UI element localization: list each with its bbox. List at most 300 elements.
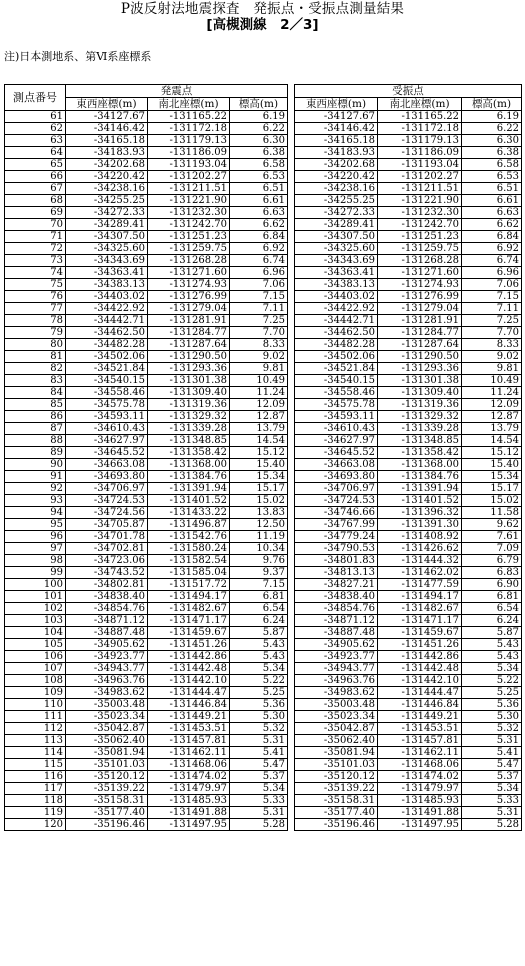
receiver-east-cell: -34627.97	[295, 435, 378, 447]
column-gap	[288, 363, 295, 375]
receiver-east-cell: -34220.42	[295, 171, 378, 183]
source-north-cell: -131442.10	[148, 675, 230, 687]
column-gap	[288, 555, 295, 567]
point-number-cell: 80	[5, 339, 66, 351]
source-east-cell: -34146.42	[66, 123, 148, 135]
source-elevation-cell: 7.15	[230, 579, 288, 591]
column-gap	[288, 459, 295, 471]
receiver-elevation-cell: 8.33	[462, 339, 522, 351]
source-east-cell: -34701.78	[66, 531, 148, 543]
receiver-north-cell: -131391.30	[378, 519, 462, 531]
source-east-cell: -34165.18	[66, 135, 148, 147]
receiver-north-cell: -131368.00	[378, 459, 462, 471]
source-east-cell: -34343.69	[66, 255, 148, 267]
receiver-north-cell: -131497.95	[378, 819, 462, 831]
point-number-cell: 111	[5, 711, 66, 723]
column-gap	[288, 435, 295, 447]
table-row	[5, 411, 522, 423]
source-north-cell: -131401.52	[148, 495, 230, 507]
receiver-north-cell: -131453.51	[378, 723, 462, 735]
receiver-north-cell: -131186.09	[378, 147, 462, 159]
source-elevation-cell: 5.43	[230, 651, 288, 663]
receiver-elevation-cell: 5.32	[462, 723, 522, 735]
table-row	[5, 567, 522, 579]
receiver-north-cell: -131251.23	[378, 231, 462, 243]
receiver-east-cell: -35158.31	[295, 795, 378, 807]
point-number-cell: 69	[5, 207, 66, 219]
receiver-north-cell: -131444.32	[378, 555, 462, 567]
column-gap	[288, 807, 295, 819]
source-elevation-cell: 9.76	[230, 555, 288, 567]
source-east-cell: -34702.81	[66, 543, 148, 555]
receiver-north-cell: -131442.10	[378, 675, 462, 687]
table-row	[5, 735, 522, 747]
receiver-north-header: 南北座標(m)	[378, 98, 462, 111]
receiver-elevation-cell: 5.34	[462, 783, 522, 795]
table-row	[5, 591, 522, 603]
receiver-elevation-cell: 5.36	[462, 699, 522, 711]
source-elevation-cell: 5.31	[230, 735, 288, 747]
point-number-cell: 116	[5, 771, 66, 783]
column-gap	[288, 651, 295, 663]
receiver-east-cell: -34422.92	[295, 303, 378, 315]
receiver-elevation-cell: 6.92	[462, 243, 522, 255]
point-number-cell: 92	[5, 483, 66, 495]
receiver-north-cell: -131279.04	[378, 303, 462, 315]
receiver-elevation-cell: 15.40	[462, 459, 522, 471]
receiver-elevation-cell: 6.83	[462, 567, 522, 579]
receiver-north-cell: -131179.13	[378, 135, 462, 147]
receiver-east-cell: -34502.06	[295, 351, 378, 363]
source-elevation-cell: 5.87	[230, 627, 288, 639]
receiver-east-cell: -34325.60	[295, 243, 378, 255]
source-east-cell: -34255.25	[66, 195, 148, 207]
receiver-elevation-cell: 6.74	[462, 255, 522, 267]
source-east-cell: -34502.06	[66, 351, 148, 363]
source-east-cell: -34307.50	[66, 231, 148, 243]
source-north-cell: -131468.06	[148, 759, 230, 771]
receiver-elevation-cell: 11.58	[462, 507, 522, 519]
source-north-cell: -131459.67	[148, 627, 230, 639]
source-elevation-cell: 5.47	[230, 759, 288, 771]
receiver-elevation-cell: 6.19	[462, 111, 522, 123]
source-east-cell: -34403.02	[66, 291, 148, 303]
table-row	[5, 327, 522, 339]
source-elevation-cell: 14.54	[230, 435, 288, 447]
source-east-cell: -35139.22	[66, 783, 148, 795]
source-east-cell: -34854.76	[66, 603, 148, 615]
source-east-cell: -34610.43	[66, 423, 148, 435]
column-gap	[288, 351, 295, 363]
receiver-elevation-cell: 6.96	[462, 267, 522, 279]
table-row	[5, 819, 522, 831]
source-elevation-cell: 5.43	[230, 639, 288, 651]
receiver-north-cell: -131329.32	[378, 411, 462, 423]
receiver-north-cell: -131284.77	[378, 327, 462, 339]
receiver-elevation-cell: 7.06	[462, 279, 522, 291]
receiver-east-cell: -34693.80	[295, 471, 378, 483]
receiver-elevation-cell: 12.87	[462, 411, 522, 423]
source-elevation-cell: 6.22	[230, 123, 288, 135]
receiver-north-cell: -131442.86	[378, 651, 462, 663]
receiver-north-cell: -131459.67	[378, 627, 462, 639]
point-number-cell: 75	[5, 279, 66, 291]
point-number-cell: 91	[5, 471, 66, 483]
table-row	[5, 627, 522, 639]
point-number-cell: 115	[5, 759, 66, 771]
table-row	[5, 303, 522, 315]
receiver-east-cell: -34442.71	[295, 315, 378, 327]
source-east-cell: -34593.11	[66, 411, 148, 423]
source-north-cell: -131221.90	[148, 195, 230, 207]
source-north-cell: -131453.51	[148, 723, 230, 735]
source-north-cell: -131494.17	[148, 591, 230, 603]
receiver-east-cell: -34779.24	[295, 531, 378, 543]
source-east-cell: -34724.56	[66, 507, 148, 519]
source-east-cell: -35003.48	[66, 699, 148, 711]
source-elevation-cell: 12.09	[230, 399, 288, 411]
source-elevation-cell: 6.38	[230, 147, 288, 159]
source-east-cell: -34540.15	[66, 375, 148, 387]
source-north-cell: -131274.93	[148, 279, 230, 291]
table-row	[5, 699, 522, 711]
source-east-cell: -35158.31	[66, 795, 148, 807]
source-east-cell: -34325.60	[66, 243, 148, 255]
receiver-north-cell: -131348.85	[378, 435, 462, 447]
receiver-north-cell: -131211.51	[378, 183, 462, 195]
table-row	[5, 159, 522, 171]
point-number-cell: 94	[5, 507, 66, 519]
source-elevation-cell: 12.87	[230, 411, 288, 423]
source-elevation-cell: 15.17	[230, 483, 288, 495]
source-east-cell: -34923.77	[66, 651, 148, 663]
column-gap	[288, 279, 295, 291]
point-number-cell: 68	[5, 195, 66, 207]
point-number-cell: 114	[5, 747, 66, 759]
table-row	[5, 687, 522, 699]
receiver-north-cell: -131274.93	[378, 279, 462, 291]
receiver-north-cell: -131202.27	[378, 171, 462, 183]
point-number-cell: 113	[5, 735, 66, 747]
receiver-east-cell: -34887.48	[295, 627, 378, 639]
source-north-header: 南北座標(m)	[148, 98, 230, 111]
receiver-east-cell: -34767.99	[295, 519, 378, 531]
column-gap	[288, 675, 295, 687]
receiver-elevation-cell: 7.70	[462, 327, 522, 339]
source-elevation-cell: 7.11	[230, 303, 288, 315]
source-north-cell: -131186.09	[148, 147, 230, 159]
survey-results-table	[4, 84, 522, 831]
column-gap	[288, 423, 295, 435]
source-elevation-cell: 6.54	[230, 603, 288, 615]
source-north-cell: -131329.32	[148, 411, 230, 423]
source-east-cell: -34383.13	[66, 279, 148, 291]
column-gap	[288, 447, 295, 459]
table-row	[5, 363, 522, 375]
receiver-east-cell: -35196.46	[295, 819, 378, 831]
receiver-elevation-cell: 6.53	[462, 171, 522, 183]
receiver-north-cell: -131165.22	[378, 111, 462, 123]
source-point-group-header: 発震点	[66, 85, 288, 98]
source-north-cell: -131451.26	[148, 639, 230, 651]
receiver-east-cell: -34272.33	[295, 207, 378, 219]
source-elevation-cell: 6.61	[230, 195, 288, 207]
receiver-elevation-cell: 6.79	[462, 555, 522, 567]
source-east-cell: -34645.52	[66, 447, 148, 459]
table-row	[5, 747, 522, 759]
column-gap	[288, 291, 295, 303]
receiver-elevation-cell: 9.81	[462, 363, 522, 375]
point-number-cell: 73	[5, 255, 66, 267]
source-elevation-cell: 6.53	[230, 171, 288, 183]
source-north-cell: -131259.75	[148, 243, 230, 255]
source-north-cell: -131582.54	[148, 555, 230, 567]
receiver-north-cell: -131301.38	[378, 375, 462, 387]
column-gap	[288, 327, 295, 339]
column-gap	[288, 735, 295, 747]
source-elevation-cell: 6.62	[230, 219, 288, 231]
receiver-east-cell: -35062.40	[295, 735, 378, 747]
column-gap	[288, 711, 295, 723]
receiver-north-cell: -131384.76	[378, 471, 462, 483]
source-north-cell: -131287.64	[148, 339, 230, 351]
point-number-cell: 110	[5, 699, 66, 711]
receiver-east-cell: -34813.13	[295, 567, 378, 579]
point-number-cell: 83	[5, 375, 66, 387]
point-number-cell: 97	[5, 543, 66, 555]
column-gap	[288, 591, 295, 603]
receiver-east-cell: -34943.77	[295, 663, 378, 675]
point-number-cell: 93	[5, 495, 66, 507]
receiver-north-cell: -131485.93	[378, 795, 462, 807]
point-number-cell: 64	[5, 147, 66, 159]
point-number-cell: 90	[5, 459, 66, 471]
receiver-north-cell: -131268.28	[378, 255, 462, 267]
point-number-cell: 78	[5, 315, 66, 327]
source-elevation-cell: 5.28	[230, 819, 288, 831]
column-gap	[288, 771, 295, 783]
point-number-cell: 71	[5, 231, 66, 243]
column-gap	[288, 243, 295, 255]
receiver-east-cell: -34801.83	[295, 555, 378, 567]
receiver-elevation-cell: 6.51	[462, 183, 522, 195]
point-number-cell: 99	[5, 567, 66, 579]
column-gap	[288, 567, 295, 579]
source-east-cell: -34183.93	[66, 147, 148, 159]
source-elevation-cell: 9.02	[230, 351, 288, 363]
source-elevation-cell: 6.24	[230, 615, 288, 627]
point-number-cell: 103	[5, 615, 66, 627]
source-east-cell: -34693.80	[66, 471, 148, 483]
receiver-east-cell: -34575.78	[295, 399, 378, 411]
point-number-cell: 101	[5, 591, 66, 603]
table-row	[5, 219, 522, 231]
receiver-elevation-cell: 6.30	[462, 135, 522, 147]
receiver-elevation-cell: 14.54	[462, 435, 522, 447]
table-row	[5, 195, 522, 207]
receiver-east-cell: -34746.66	[295, 507, 378, 519]
receiver-north-cell: -131471.17	[378, 615, 462, 627]
column-gap	[288, 495, 295, 507]
source-east-cell: -34905.62	[66, 639, 148, 651]
column-gap	[288, 411, 295, 423]
source-north-cell: -131446.84	[148, 699, 230, 711]
table-row	[5, 579, 522, 591]
source-elevation-cell: 6.96	[230, 267, 288, 279]
table-row	[5, 147, 522, 159]
source-north-cell: -131391.94	[148, 483, 230, 495]
column-gap	[288, 699, 295, 711]
point-number-cell: 119	[5, 807, 66, 819]
receiver-elevation-cell: 9.62	[462, 519, 522, 531]
receiver-east-cell: -34202.68	[295, 159, 378, 171]
receiver-north-cell: -131446.84	[378, 699, 462, 711]
source-east-cell: -35062.40	[66, 735, 148, 747]
source-north-cell: -131462.11	[148, 747, 230, 759]
point-number-cell: 104	[5, 627, 66, 639]
source-east-cell: -34802.81	[66, 579, 148, 591]
table-row	[5, 123, 522, 135]
table-row	[5, 135, 522, 147]
receiver-elevation-header: 標高(m)	[462, 98, 522, 111]
receiver-elevation-cell: 6.61	[462, 195, 522, 207]
point-number-header: 測点番号	[5, 85, 66, 111]
source-elevation-cell: 15.12	[230, 447, 288, 459]
receiver-east-cell: -35120.12	[295, 771, 378, 783]
source-north-cell: -131348.85	[148, 435, 230, 447]
source-north-cell: -131358.42	[148, 447, 230, 459]
column-gap	[288, 483, 295, 495]
receiver-north-cell: -131339.28	[378, 423, 462, 435]
receiver-elevation-cell: 6.22	[462, 123, 522, 135]
receiver-east-cell: -34610.43	[295, 423, 378, 435]
receiver-elevation-cell: 6.81	[462, 591, 522, 603]
source-elevation-cell: 13.83	[230, 507, 288, 519]
receiver-north-cell: -131193.04	[378, 159, 462, 171]
receiver-elevation-cell: 5.43	[462, 639, 522, 651]
point-number-cell: 88	[5, 435, 66, 447]
receiver-east-cell: -34923.77	[295, 651, 378, 663]
receiver-north-cell: -131293.36	[378, 363, 462, 375]
receiver-east-cell: -35101.03	[295, 759, 378, 771]
receiver-elevation-cell: 15.17	[462, 483, 522, 495]
table-row	[5, 783, 522, 795]
table-row	[5, 603, 522, 615]
column-gap	[288, 627, 295, 639]
receiver-north-cell: -131451.26	[378, 639, 462, 651]
receiver-elevation-cell: 6.54	[462, 603, 522, 615]
receiver-east-cell: -34127.67	[295, 111, 378, 123]
point-number-cell: 98	[5, 555, 66, 567]
table-row	[5, 759, 522, 771]
receiver-north-cell: -131408.92	[378, 531, 462, 543]
column-gap	[288, 339, 295, 351]
table-row	[5, 519, 522, 531]
receiver-east-cell: -34146.42	[295, 123, 378, 135]
source-elevation-cell: 6.92	[230, 243, 288, 255]
receiver-east-cell: -35003.48	[295, 699, 378, 711]
receiver-east-cell: -34462.50	[295, 327, 378, 339]
receiver-east-cell: -35139.22	[295, 783, 378, 795]
point-number-cell: 65	[5, 159, 66, 171]
receiver-north-cell: -131449.21	[378, 711, 462, 723]
receiver-elevation-cell: 7.61	[462, 531, 522, 543]
receiver-east-cell: -34663.08	[295, 459, 378, 471]
receiver-north-cell: -131290.50	[378, 351, 462, 363]
receiver-east-cell: -34724.53	[295, 495, 378, 507]
column-gap	[288, 747, 295, 759]
receiver-east-cell: -34838.40	[295, 591, 378, 603]
source-elevation-cell: 7.15	[230, 291, 288, 303]
point-number-cell: 67	[5, 183, 66, 195]
point-number-cell: 105	[5, 639, 66, 651]
source-elevation-cell: 6.30	[230, 135, 288, 147]
receiver-east-cell: -35177.40	[295, 807, 378, 819]
point-number-cell: 117	[5, 783, 66, 795]
source-east-cell: -35023.34	[66, 711, 148, 723]
receiver-north-cell: -131468.06	[378, 759, 462, 771]
source-elevation-cell: 6.63	[230, 207, 288, 219]
receiver-elevation-cell: 5.47	[462, 759, 522, 771]
receiver-east-cell: -35023.34	[295, 711, 378, 723]
source-elevation-cell: 6.19	[230, 111, 288, 123]
source-north-cell: -131293.36	[148, 363, 230, 375]
source-elevation-cell: 5.25	[230, 687, 288, 699]
receiver-north-cell: -131474.02	[378, 771, 462, 783]
receiver-east-cell: -34645.52	[295, 447, 378, 459]
source-elevation-cell: 6.51	[230, 183, 288, 195]
column-gap	[288, 387, 295, 399]
source-north-cell: -131179.13	[148, 135, 230, 147]
point-number-cell: 82	[5, 363, 66, 375]
receiver-elevation-cell: 6.24	[462, 615, 522, 627]
point-number-cell: 74	[5, 267, 66, 279]
column-gap	[288, 303, 295, 315]
receiver-elevation-cell: 5.34	[462, 663, 522, 675]
source-north-cell: -131339.28	[148, 423, 230, 435]
source-north-cell: -131202.27	[148, 171, 230, 183]
receiver-north-cell: -131309.40	[378, 387, 462, 399]
receiver-north-cell: -131477.59	[378, 579, 462, 591]
receiver-east-cell: -34706.97	[295, 483, 378, 495]
source-east-cell: -34558.46	[66, 387, 148, 399]
source-north-cell: -131165.22	[148, 111, 230, 123]
source-north-cell: -131193.04	[148, 159, 230, 171]
source-north-cell: -131585.04	[148, 567, 230, 579]
receiver-east-cell: -34593.11	[295, 411, 378, 423]
column-gap	[288, 615, 295, 627]
receiver-elevation-cell: 5.43	[462, 651, 522, 663]
receiver-east-header: 東西座標(m)	[295, 98, 378, 111]
receiver-east-cell: -34307.50	[295, 231, 378, 243]
source-east-cell: -34220.42	[66, 171, 148, 183]
point-number-cell: 95	[5, 519, 66, 531]
receiver-north-cell: -131281.91	[378, 315, 462, 327]
source-east-cell: -35177.40	[66, 807, 148, 819]
table-row	[5, 807, 522, 819]
source-elevation-cell: 6.58	[230, 159, 288, 171]
point-number-cell: 89	[5, 447, 66, 459]
table-row	[5, 675, 522, 687]
receiver-east-cell: -34827.21	[295, 579, 378, 591]
point-number-cell: 85	[5, 399, 66, 411]
column-gap	[288, 399, 295, 411]
point-number-cell: 63	[5, 135, 66, 147]
receiver-north-cell: -131271.60	[378, 267, 462, 279]
receiver-north-cell: -131287.64	[378, 339, 462, 351]
receiver-north-cell: -131259.75	[378, 243, 462, 255]
column-gap	[288, 519, 295, 531]
